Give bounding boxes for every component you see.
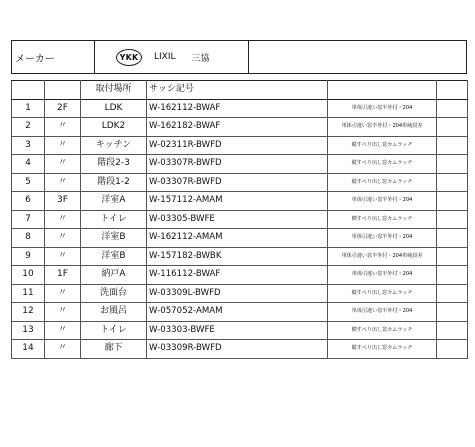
- row-floor: 〃: [45, 136, 81, 155]
- row-floor: 1F: [45, 266, 81, 285]
- row-number: 12: [12, 303, 45, 322]
- row-floor: 〃: [45, 247, 81, 266]
- row-floor: 〃: [45, 321, 81, 340]
- row-sash-code: W-057052-AMAM: [147, 303, 328, 322]
- row-number: 6: [12, 192, 45, 211]
- row-sash-code: W-03307R-BWFD: [147, 155, 328, 174]
- row-location: 階段2-3: [81, 155, 147, 174]
- row-blank: [437, 136, 468, 155]
- row-sash-code: W-03307R-BWFD: [147, 173, 328, 192]
- row-number: 5: [12, 173, 45, 192]
- row-blank: [437, 229, 468, 248]
- row-number: 9: [12, 247, 45, 266]
- row-window-type: 単体引違い窓半外付・204: [328, 229, 437, 248]
- ykk-logo: [116, 49, 142, 66]
- row-blank: [437, 155, 468, 174]
- row-floor: 〃: [45, 303, 81, 322]
- row-location: 廊下: [81, 340, 147, 359]
- header-type: [328, 81, 437, 100]
- row-window-type: 縦すべり出し窓カムラッチ: [328, 155, 437, 174]
- row-number: 8: [12, 229, 45, 248]
- row-sash-code: W-157182-BWBK: [147, 247, 328, 266]
- row-number: 13: [12, 321, 45, 340]
- row-blank: [437, 266, 468, 285]
- row-floor: 〃: [45, 340, 81, 359]
- table-row: [12, 321, 468, 340]
- brand-ykk: YKK: [119, 52, 139, 62]
- row-blank: [437, 321, 468, 340]
- row-window-type: 縦すべり出し窓カムラッチ: [328, 284, 437, 303]
- row-sash-code: W-02311R-BWFD: [147, 136, 328, 155]
- header-location: 取付場所: [81, 81, 147, 100]
- table-row: [12, 155, 468, 174]
- row-sash-code: W-157112-AMAM: [147, 192, 328, 211]
- row-floor: 〃: [45, 229, 81, 248]
- row-location: 洋室B: [81, 247, 147, 266]
- maker-brands: [95, 41, 249, 73]
- row-floor: 〃: [45, 173, 81, 192]
- table-row: [12, 284, 468, 303]
- maker-row: [11, 40, 467, 74]
- brand-lixil: LIXIL: [154, 52, 176, 62]
- header-no: [12, 81, 45, 100]
- row-blank: [437, 247, 468, 266]
- table-row: [12, 192, 468, 211]
- row-location: 納戸A: [81, 266, 147, 285]
- row-sash-code: W-03309R-BWFD: [147, 340, 328, 359]
- row-window-type: 横すべり出し窓カムラッチ: [328, 321, 437, 340]
- row-window-type: 単体引違い窓半外付・204: [328, 303, 437, 322]
- maker-label: メーカー: [12, 41, 95, 73]
- row-floor: 2F: [45, 99, 81, 118]
- row-window-type: 横すべり出し窓カムラッチ: [328, 210, 437, 229]
- row-location: LDK2: [81, 118, 147, 137]
- row-window-type: 単体引違い窓半外付・204単純段差: [328, 118, 437, 137]
- row-location: 階段1-2: [81, 173, 147, 192]
- row-window-type: 縦すべり出し窓カムラッチ: [328, 136, 437, 155]
- maker-blank: [249, 41, 466, 73]
- row-window-type: 縦すべり出し窓カムラッチ: [328, 340, 437, 359]
- row-blank: [437, 192, 468, 211]
- row-floor: 〃: [45, 210, 81, 229]
- row-sash-code: W-162112-BWAF: [147, 99, 328, 118]
- header-sash-code: サッシ記号: [147, 81, 328, 100]
- row-location: トイレ: [81, 210, 147, 229]
- row-location: キッチン: [81, 136, 147, 155]
- table-row: [12, 210, 468, 229]
- table-row: [12, 229, 468, 248]
- row-number: 1: [12, 99, 45, 118]
- row-number: 14: [12, 340, 45, 359]
- table-row: [12, 99, 468, 118]
- row-number: 7: [12, 210, 45, 229]
- row-sash-code: W-03309L-BWFD: [147, 284, 328, 303]
- row-number: 10: [12, 266, 45, 285]
- row-window-type: 単体引違い窓半外付・204: [328, 192, 437, 211]
- row-location: お風呂: [81, 303, 147, 322]
- header-floor: [45, 81, 81, 100]
- table-row: [12, 340, 468, 359]
- table-row: [12, 173, 468, 192]
- row-number: 3: [12, 136, 45, 155]
- row-floor: 〃: [45, 155, 81, 174]
- row-window-type: 単体引違い窓半外付・204単純段差: [328, 247, 437, 266]
- row-window-type: 単体引違い窓半外付・204: [328, 266, 437, 285]
- row-window-type: 縦すべり出し窓カムラッチ: [328, 173, 437, 192]
- table-row: [12, 247, 468, 266]
- row-location: 洋室B: [81, 229, 147, 248]
- row-blank: [437, 173, 468, 192]
- table-row: [12, 266, 468, 285]
- row-window-type: 単体引違い窓半外付・204: [328, 99, 437, 118]
- row-blank: [437, 340, 468, 359]
- row-number: 2: [12, 118, 45, 137]
- row-sash-code: W-162112-AMAM: [147, 229, 328, 248]
- row-blank: [437, 210, 468, 229]
- row-number: 11: [12, 284, 45, 303]
- row-sash-code: W-03305-BWFE: [147, 210, 328, 229]
- row-blank: [437, 303, 468, 322]
- row-sash-code: W-116112-BWAF: [147, 266, 328, 285]
- row-location: 洋室A: [81, 192, 147, 211]
- row-blank: [437, 99, 468, 118]
- header-row: [12, 81, 468, 100]
- row-location: 洗面台: [81, 284, 147, 303]
- table-row: [12, 118, 468, 137]
- row-location: LDK: [81, 99, 147, 118]
- row-blank: [437, 284, 468, 303]
- row-floor: 〃: [45, 284, 81, 303]
- row-floor: 3F: [45, 192, 81, 211]
- brand-sankyo: 三協: [191, 53, 210, 64]
- sash-table: [11, 80, 468, 359]
- table-row: [12, 303, 468, 322]
- row-number: 4: [12, 155, 45, 174]
- row-blank: [437, 118, 468, 137]
- row-sash-code: W-162182-BWAF: [147, 118, 328, 137]
- row-location: トイレ: [81, 321, 147, 340]
- row-sash-code: W-03303-BWFE: [147, 321, 328, 340]
- table-row: [12, 136, 468, 155]
- row-floor: 〃: [45, 118, 81, 137]
- header-blank: [437, 81, 468, 100]
